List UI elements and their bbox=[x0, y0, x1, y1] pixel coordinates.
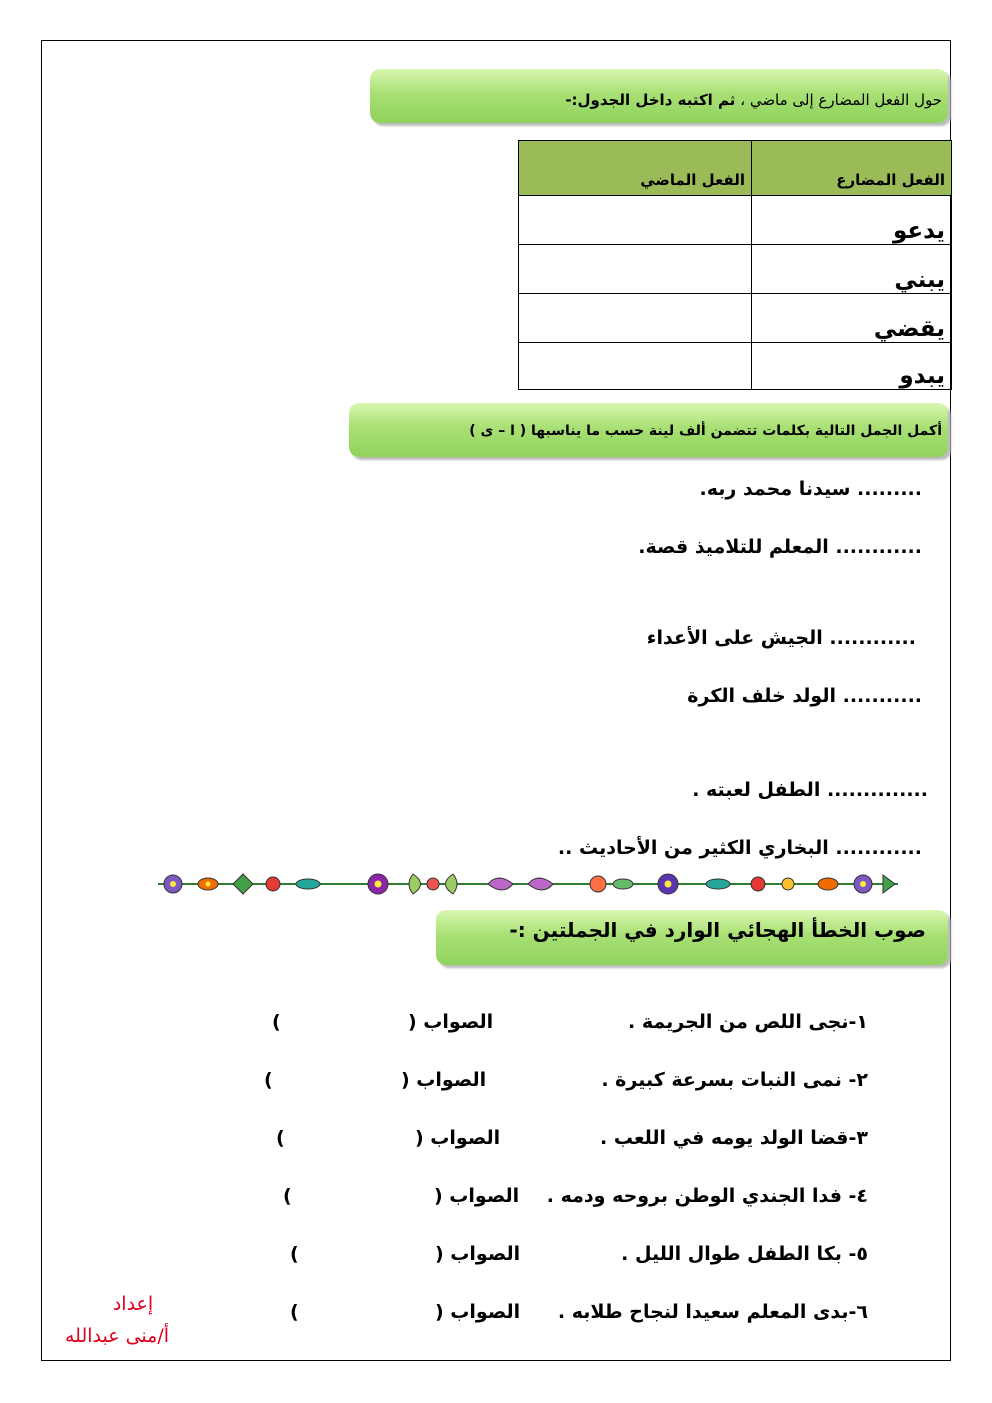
answer-blank[interactable]: ) bbox=[276, 1127, 285, 1149]
header-present-verb: الفعل المضارع bbox=[752, 141, 952, 196]
correction-row bbox=[0, 1069, 930, 1099]
table-row bbox=[519, 196, 952, 245]
sentence: ٦-بدى المعلم سعيدا لنجاح طلابه . bbox=[557, 1301, 868, 1323]
answer-blank[interactable]: ) bbox=[272, 1011, 281, 1033]
fill-sentence-1: ......... سيدنا محمد ربه. bbox=[699, 478, 922, 500]
sentence: ٤- فدا الجندي الوطن بروحه ودمه . bbox=[546, 1185, 868, 1207]
table-row bbox=[519, 343, 952, 390]
answer-cell[interactable] bbox=[519, 294, 752, 343]
correction-row bbox=[0, 1185, 930, 1215]
answer-blank[interactable]: ) bbox=[290, 1243, 299, 1265]
instruction-banner-convert bbox=[370, 69, 948, 123]
fill-sentence-6: ............ البخاري الكثير من الأحاديث .. bbox=[557, 837, 922, 859]
credit-author: أ/منى عبدالله bbox=[64, 1325, 170, 1347]
fill-sentence-3: ............ الجيش على الأعداء bbox=[646, 627, 916, 649]
answer-blank[interactable]: ) bbox=[264, 1069, 273, 1091]
fill-sentence-2: ............ المعلم للتلاميذ قصة. bbox=[638, 536, 922, 558]
answer-blank[interactable]: ) bbox=[290, 1301, 299, 1323]
answer-blank[interactable]: ) bbox=[283, 1185, 292, 1207]
table-row bbox=[519, 245, 952, 294]
correction-row bbox=[0, 1243, 930, 1273]
sentence: ١-نجى اللص من الجريمة . bbox=[628, 1011, 868, 1033]
fill-sentence-4: ........... الولد خلف الكرة bbox=[687, 685, 922, 707]
fill-sentence-5: .............. الطفل لعبته . bbox=[692, 779, 928, 801]
instruction-banner-correct bbox=[436, 910, 948, 965]
instruction-text-part1: حول الفعل المضارع إلى ماضي ، bbox=[735, 91, 942, 109]
present-verb-cell: يدعو bbox=[752, 196, 952, 245]
sentence: ٥- بكا الطفل طوال الليل . bbox=[621, 1243, 868, 1265]
correction-row bbox=[0, 1011, 930, 1041]
present-verb-cell: يبني bbox=[752, 245, 952, 294]
flower-icon bbox=[164, 875, 182, 893]
correction-row bbox=[0, 1127, 930, 1157]
sentence: ٢- نمى النبات بسرعة كبيرة . bbox=[601, 1069, 868, 1091]
answer-cell[interactable] bbox=[519, 245, 752, 294]
sentence: ٣-قضا الولد يومه في اللعب . bbox=[600, 1127, 868, 1149]
floral-border-ornament bbox=[148, 867, 908, 901]
answer-label: الصواب ( bbox=[434, 1185, 520, 1207]
present-verb-cell: يقضي bbox=[752, 294, 952, 343]
answer-label: الصواب ( bbox=[408, 1011, 494, 1033]
header-past-verb: الفعل الماضي bbox=[519, 141, 752, 196]
instruction-text-part2: ثم اكتبه داخل الجدول:- bbox=[565, 91, 736, 109]
credit-label: إعداد bbox=[112, 1293, 154, 1315]
instruction-text: أكمل الجمل التالية بكلمات تتضمن ألف لينة حسب ما يناسبها ( ا – ى ) bbox=[469, 423, 942, 439]
answer-cell[interactable] bbox=[519, 343, 752, 390]
present-verb-cell: يبدو bbox=[752, 343, 952, 390]
instruction-text: صوب الخطأ الهجائي الوارد في الجملتين :- bbox=[509, 918, 926, 942]
answer-label: الصواب ( bbox=[435, 1301, 521, 1323]
verbs-table bbox=[518, 140, 952, 390]
instruction-banner-complete bbox=[349, 403, 948, 457]
answer-label: الصواب ( bbox=[415, 1127, 501, 1149]
answer-label: الصواب ( bbox=[435, 1243, 521, 1265]
answer-label: الصواب ( bbox=[401, 1069, 487, 1091]
table-row bbox=[519, 294, 952, 343]
answer-cell[interactable] bbox=[519, 196, 752, 245]
